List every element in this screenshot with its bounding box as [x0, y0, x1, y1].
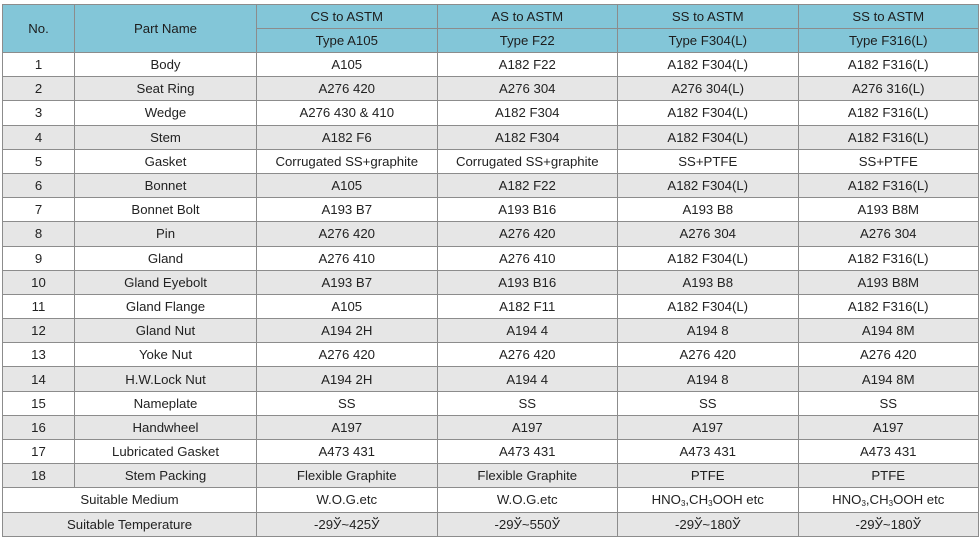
material-ss-f316l: A276 420: [798, 343, 979, 367]
table-row: [3, 294, 979, 318]
material-as-f22: A193 B16: [437, 270, 618, 294]
material-ss-f316l: A182 F316(L): [798, 101, 979, 125]
header-type-f22: Type F22: [437, 29, 618, 53]
material-ss-f316l: A182 F316(L): [798, 173, 979, 197]
header-group-ss-304: SS to ASTM: [618, 5, 799, 29]
material-ss-f304l: A473 431: [618, 440, 799, 464]
material-ss-f304l: A197: [618, 415, 799, 439]
row-number: 11: [3, 294, 75, 318]
material-cs-a105: A105: [257, 173, 438, 197]
table-row: [3, 101, 979, 125]
part-name: Gland: [75, 246, 257, 270]
material-as-f22: A182 F11: [437, 294, 618, 318]
material-ss-f316l: SS: [798, 391, 979, 415]
row-number: 9: [3, 246, 75, 270]
table-row: [3, 367, 979, 391]
header-no: No.: [3, 5, 75, 53]
material-as-f22: A276 420: [437, 343, 618, 367]
material-ss-f304l: A182 F304(L): [618, 101, 799, 125]
table-row: [3, 222, 979, 246]
footer-medium-ss-304: $HNO_3,CH_3OOH$ etc: [618, 488, 799, 512]
material-ss-f304l: SS: [618, 391, 799, 415]
row-number: 14: [3, 367, 75, 391]
material-ss-f304l: A194 8: [618, 319, 799, 343]
table-row-suitable-temperature: [3, 512, 979, 536]
material-as-f22: Flexible Graphite: [437, 464, 618, 488]
footer-temp-ss-316: -29Ў~180Ў: [798, 512, 979, 536]
footer-label-temperature: Suitable Temperature: [3, 512, 257, 536]
row-number: 13: [3, 343, 75, 367]
material-as-f22: Corrugated SS+graphite: [437, 149, 618, 173]
material-ss-f304l: A182 F304(L): [618, 294, 799, 318]
part-name: Stem: [75, 125, 257, 149]
material-cs-a105: A276 420: [257, 343, 438, 367]
material-cs-a105: A105: [257, 53, 438, 77]
table-row-suitable-medium: [3, 488, 979, 512]
material-ss-f304l: A194 8: [618, 367, 799, 391]
material-cs-a105: A193 B7: [257, 270, 438, 294]
row-number: 1: [3, 53, 75, 77]
material-ss-f304l: A182 F304(L): [618, 173, 799, 197]
materials-table: [2, 4, 979, 537]
table-row: [3, 125, 979, 149]
row-number: 18: [3, 464, 75, 488]
footer-temp-as: -29Ў~550Ў: [437, 512, 618, 536]
material-ss-f316l: PTFE: [798, 464, 979, 488]
material-ss-f304l: PTFE: [618, 464, 799, 488]
material-ss-f316l: A193 B8M: [798, 270, 979, 294]
table-row: [3, 173, 979, 197]
material-ss-f316l: A182 F316(L): [798, 125, 979, 149]
material-ss-f316l: A194 8M: [798, 319, 979, 343]
material-cs-a105: A276 410: [257, 246, 438, 270]
header-group-cs: CS to ASTM: [257, 5, 438, 29]
table-body: [3, 53, 979, 488]
table-row: [3, 391, 979, 415]
material-as-f22: A182 F304: [437, 125, 618, 149]
row-number: 12: [3, 319, 75, 343]
material-ss-f316l: A197: [798, 415, 979, 439]
row-number: 8: [3, 222, 75, 246]
table-row: [3, 246, 979, 270]
material-ss-f316l: A276 316(L): [798, 77, 979, 101]
table-row: [3, 270, 979, 294]
material-ss-f304l: A193 B8: [618, 198, 799, 222]
footer-temp-cs: -29Ў~425Ў: [257, 512, 438, 536]
part-name: Stem Packing: [75, 464, 257, 488]
material-as-f22: A182 F22: [437, 53, 618, 77]
material-ss-f304l: A182 F304(L): [618, 53, 799, 77]
row-number: 17: [3, 440, 75, 464]
material-ss-f316l: A194 8M: [798, 367, 979, 391]
material-cs-a105: Flexible Graphite: [257, 464, 438, 488]
table-row: [3, 343, 979, 367]
table-row: [3, 415, 979, 439]
table-row: [3, 198, 979, 222]
table-row: [3, 53, 979, 77]
material-ss-f316l: A182 F316(L): [798, 294, 979, 318]
material-as-f22: A194 4: [437, 367, 618, 391]
material-ss-f304l: SS+PTFE: [618, 149, 799, 173]
header-type-f304l: Type F304(L): [618, 29, 799, 53]
material-cs-a105: A194 2H: [257, 319, 438, 343]
table-header: [3, 5, 979, 53]
header-group-as: AS to ASTM: [437, 5, 618, 29]
material-as-f22: A182 F22: [437, 173, 618, 197]
part-name: Handwheel: [75, 415, 257, 439]
row-number: 15: [3, 391, 75, 415]
footer-medium-ss-316: $HNO_3,CH_3OOH$ etc: [798, 488, 979, 512]
material-as-f22: A194 4: [437, 319, 618, 343]
row-number: 2: [3, 77, 75, 101]
header-type-a105: Type A105: [257, 29, 438, 53]
part-name: Seat Ring: [75, 77, 257, 101]
row-number: 4: [3, 125, 75, 149]
material-cs-a105: A105: [257, 294, 438, 318]
material-ss-f304l: A193 B8: [618, 270, 799, 294]
material-as-f22: A276 410: [437, 246, 618, 270]
part-name: Nameplate: [75, 391, 257, 415]
material-as-f22: A473 431: [437, 440, 618, 464]
part-name: Pin: [75, 222, 257, 246]
row-number: 10: [3, 270, 75, 294]
part-name: Gasket: [75, 149, 257, 173]
header-type-f316l: Type F316(L): [798, 29, 979, 53]
material-ss-f304l: A182 F304(L): [618, 125, 799, 149]
material-ss-f316l: A276 304: [798, 222, 979, 246]
table-row: [3, 319, 979, 343]
footer-medium-as: W.O.G.etc: [437, 488, 618, 512]
material-cs-a105: A197: [257, 415, 438, 439]
part-name: Wedge: [75, 101, 257, 125]
material-cs-a105: A194 2H: [257, 367, 438, 391]
part-name: Yoke Nut: [75, 343, 257, 367]
material-ss-f316l: A182 F316(L): [798, 53, 979, 77]
material-ss-f304l: A276 304(L): [618, 77, 799, 101]
table-footer: [3, 488, 979, 536]
material-cs-a105: A182 F6: [257, 125, 438, 149]
material-as-f22: SS: [437, 391, 618, 415]
material-cs-a105: A276 430 & 410: [257, 101, 438, 125]
row-number: 3: [3, 101, 75, 125]
material-as-f22: A197: [437, 415, 618, 439]
material-as-f22: A276 304: [437, 77, 618, 101]
material-ss-f316l: SS+PTFE: [798, 149, 979, 173]
part-name: Bonnet Bolt: [75, 198, 257, 222]
table-row: [3, 440, 979, 464]
part-name: Gland Flange: [75, 294, 257, 318]
footer-temp-ss-304: -29Ў~180Ў: [618, 512, 799, 536]
header-part-name: Part Name: [75, 5, 257, 53]
material-ss-f304l: A276 304: [618, 222, 799, 246]
material-ss-f304l: A276 420: [618, 343, 799, 367]
material-as-f22: A193 B16: [437, 198, 618, 222]
row-number: 7: [3, 198, 75, 222]
table-row: [3, 149, 979, 173]
material-ss-f304l: A182 F304(L): [618, 246, 799, 270]
table-row: [3, 77, 979, 101]
header-group-ss-316: SS to ASTM: [798, 5, 979, 29]
material-cs-a105: A193 B7: [257, 198, 438, 222]
material-cs-a105: A276 420: [257, 222, 438, 246]
part-name: Body: [75, 53, 257, 77]
row-number: 5: [3, 149, 75, 173]
part-name: Bonnet: [75, 173, 257, 197]
footer-label-medium: Suitable Medium: [3, 488, 257, 512]
table-row: [3, 464, 979, 488]
part-name: Gland Nut: [75, 319, 257, 343]
material-as-f22: A182 F304: [437, 101, 618, 125]
part-name: Gland Eyebolt: [75, 270, 257, 294]
materials-table-container: [2, 4, 978, 537]
material-cs-a105: SS: [257, 391, 438, 415]
material-cs-a105: A473 431: [257, 440, 438, 464]
part-name: Lubricated Gasket: [75, 440, 257, 464]
material-cs-a105: Corrugated SS+graphite: [257, 149, 438, 173]
row-number: 16: [3, 415, 75, 439]
material-ss-f316l: A473 431: [798, 440, 979, 464]
row-number: 6: [3, 173, 75, 197]
part-name: H.W.Lock Nut: [75, 367, 257, 391]
material-ss-f316l: A193 B8M: [798, 198, 979, 222]
footer-medium-cs: W.O.G.etc: [257, 488, 438, 512]
material-cs-a105: A276 420: [257, 77, 438, 101]
material-ss-f316l: A182 F316(L): [798, 246, 979, 270]
material-as-f22: A276 420: [437, 222, 618, 246]
